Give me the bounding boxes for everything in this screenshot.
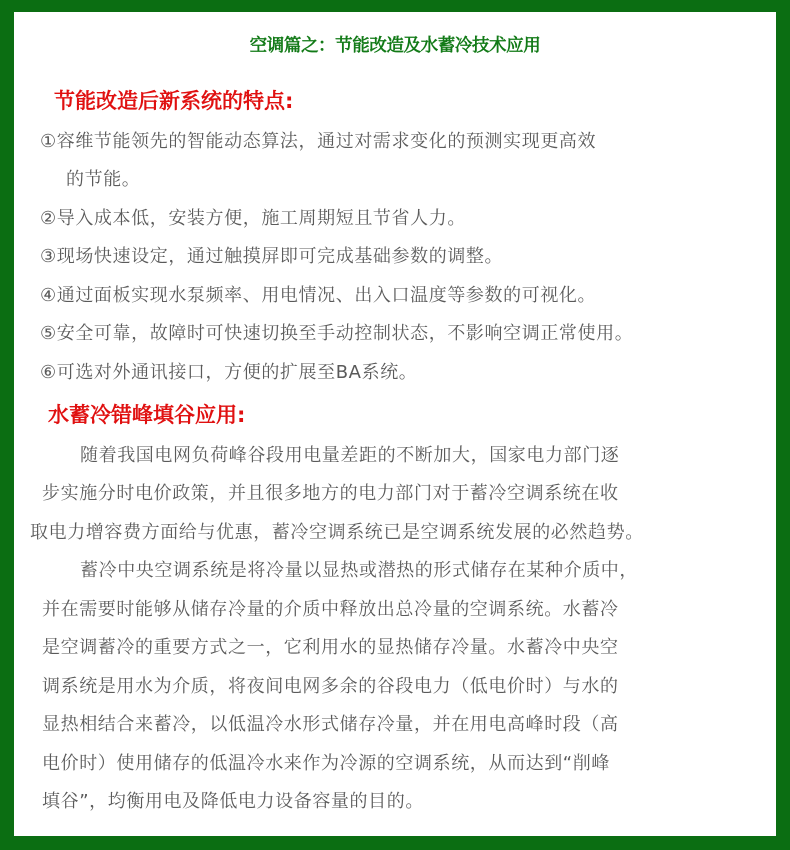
paragraph-line: 电价时）使用储存的低温冷水来作为冷源的空调系统，从而达到“削峰 bbox=[42, 753, 610, 774]
feature-item-4: ④通过面板实现水泵频率、用电情况、出入口温度等参数的可视化。 bbox=[40, 285, 597, 306]
feature-item-5: ⑤安全可靠，故障时可快速切换至手动控制状态，不影响空调正常使用。 bbox=[40, 323, 634, 344]
paragraph-line: 显热相结合来蓄冷，以低温冷水形式储存冷量，并在用电高峰时段（高 bbox=[42, 714, 619, 735]
feature-item-3: ③现场快速设定，通过触摸屏即可完成基础参数的调整。 bbox=[40, 246, 504, 267]
paragraph-line: 并在需要时能够从储存冷量的介质中释放出总冷量的空调系统。水蓄冷 bbox=[42, 599, 619, 620]
feature-item-1-continued: 的节能。 bbox=[66, 169, 141, 190]
paragraph-line: 步实施分时电价政策，并且很多地方的电力部门对于蓄冷空调系统在收 bbox=[42, 483, 619, 504]
paragraph-line: 取电力增容费方面给与优惠，蓄冷空调系统已是空调系统发展的必然趋势。 bbox=[30, 522, 644, 543]
page-title: 空调篇之：节能改造及水蓄冷技术应用 bbox=[249, 36, 541, 56]
paragraph-line: 调系统是用水为介质，将夜间电网多余的谷段电力（低电价时）与水的 bbox=[42, 676, 619, 697]
feature-item-2: ②导入成本低，安装方便，施工周期短且节省人力。 bbox=[40, 208, 466, 229]
paragraph-line: 填谷”，均衡用电及降低电力设备容量的目的。 bbox=[42, 791, 424, 812]
section-heading-energy-saving: 节能改造后新系统的特点: bbox=[54, 89, 294, 113]
section-heading-water-storage: 水蓄冷错峰填谷应用: bbox=[48, 403, 246, 427]
content-panel bbox=[14, 12, 776, 836]
feature-item-1: ①容维节能领先的智能动态算法，通过对需求变化的预测实现更高效 bbox=[40, 131, 597, 152]
paragraph-line: 是空调蓄冷的重要方式之一，它利用水的显热储存冷量。水蓄冷中央空 bbox=[42, 637, 619, 658]
paragraph-line: 蓄冷中央空调系统是将冷量以显热或潜热的形式储存在某种介质中， bbox=[80, 560, 638, 581]
feature-item-6: ⑥可选对外通讯接口，方便的扩展至BA系统。 bbox=[40, 362, 418, 383]
paragraph-line: 随着我国电网负荷峰谷段用电量差距的不断加大，国家电力部门逐 bbox=[80, 445, 620, 466]
